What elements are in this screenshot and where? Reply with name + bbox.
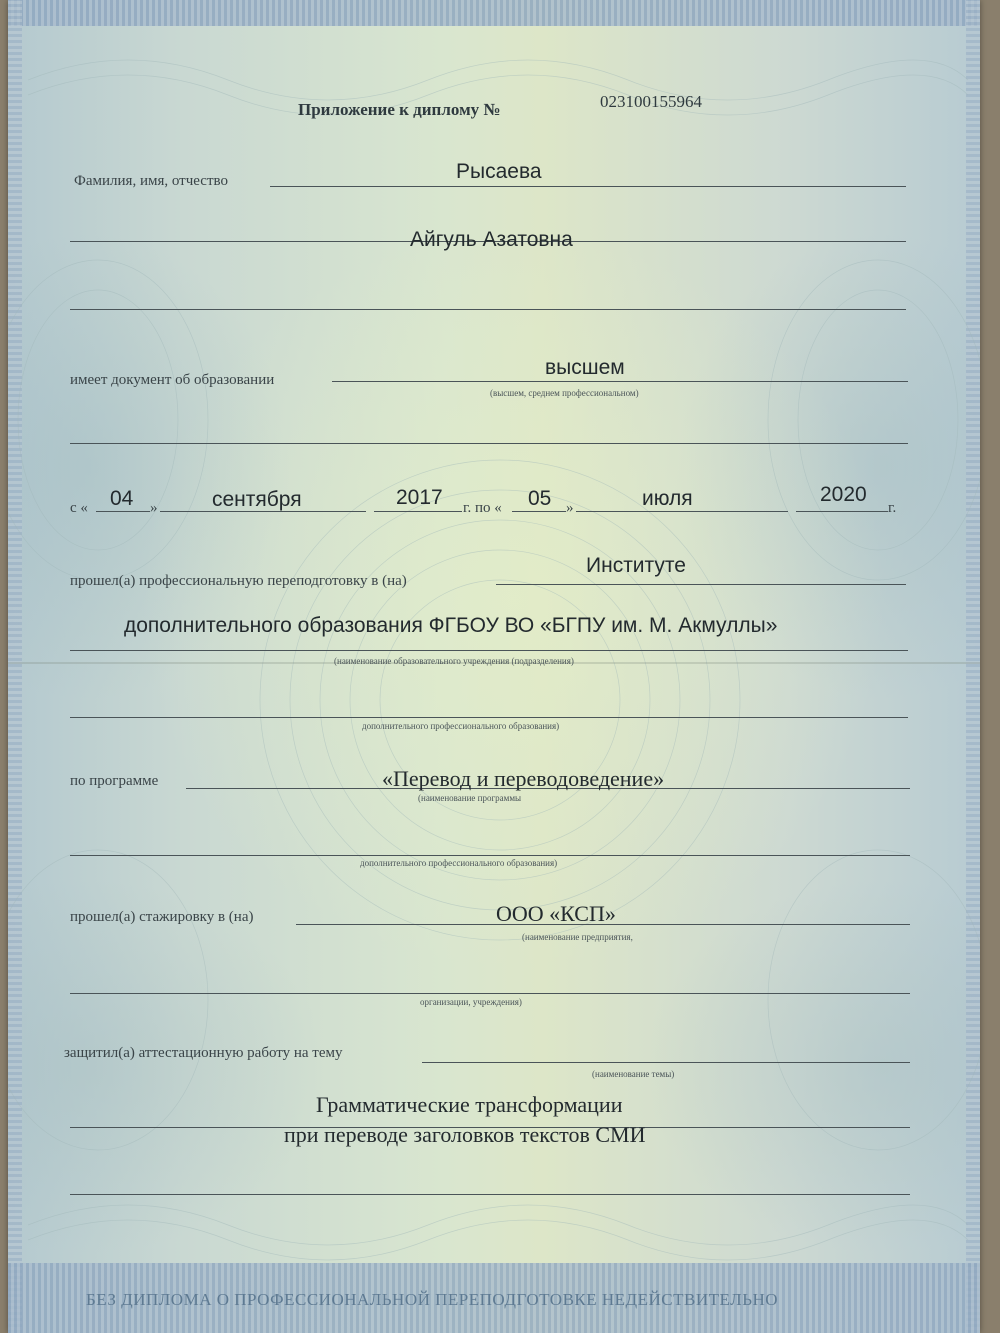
retraining-line-2 bbox=[70, 650, 908, 651]
from-month-value: сентября bbox=[212, 488, 302, 511]
from-day-line bbox=[96, 511, 150, 512]
education-hint: (высшем, среднем профессиональном) bbox=[490, 388, 639, 398]
education-extra-line bbox=[70, 443, 908, 444]
period-to-prefix: г. по « bbox=[463, 500, 502, 516]
internship-label: прошел(а) стажировку в (на) bbox=[70, 909, 254, 925]
name-extra-line bbox=[70, 309, 906, 310]
full-name-label: Фамилия, имя, отчество bbox=[74, 173, 228, 189]
to-day-quote: » bbox=[566, 500, 574, 516]
internship-hint-1: (наименование предприятия, bbox=[522, 932, 633, 942]
thesis-hint: (наименование темы) bbox=[592, 1069, 675, 1079]
right-border bbox=[966, 0, 980, 1333]
from-day-value: 04 bbox=[110, 487, 134, 510]
from-year-value: 2017 bbox=[396, 486, 443, 509]
from-day-quote: » bbox=[150, 500, 158, 516]
to-month-value: июля bbox=[642, 487, 693, 510]
to-month-line bbox=[576, 511, 788, 512]
thesis-value-1: Грамматические трансформации bbox=[316, 1092, 623, 1117]
to-year-value: 2020 bbox=[820, 483, 867, 506]
retraining-value-1: Институте bbox=[586, 554, 686, 577]
program-label: по программе bbox=[70, 773, 159, 789]
document-title: Приложение к диплому № bbox=[298, 100, 501, 119]
diploma-number: 023100155964 bbox=[600, 92, 702, 111]
period-from-prefix: с « bbox=[70, 500, 88, 516]
validity-footer: БЕЗ ДИПЛОМА О ПРОФЕССИОНАЛЬНОЙ ПЕРЕПОДГОТОВКЕ НЕДЕЙСТВИТЕЛЬНО bbox=[86, 1290, 779, 1309]
to-day-line bbox=[512, 511, 566, 512]
surname-line bbox=[270, 186, 906, 187]
retraining-hint-2: дополнительного профессионального образования) bbox=[362, 721, 560, 731]
top-border bbox=[8, 0, 980, 26]
internship-extra-line bbox=[70, 993, 910, 994]
to-day-value: 05 bbox=[528, 487, 552, 510]
retraining-label: прошел(а) профессиональную переподготовку в (на) bbox=[70, 573, 407, 589]
name-patronymic-value: Айгуль Азатовна bbox=[410, 228, 573, 251]
thesis-value-2: при переводе заголовков текстов СМИ bbox=[284, 1122, 646, 1147]
retraining-value-2: дополнительного образования ФГБОУ ВО «БГПУ им. М. Акмуллы» bbox=[124, 614, 778, 637]
to-year-line bbox=[796, 511, 888, 512]
program-hint-2: дополнительного профессионального образования) bbox=[360, 858, 558, 868]
retraining-line-3 bbox=[70, 717, 908, 718]
program-hint-1: (наименование программы bbox=[418, 793, 522, 803]
year-suffix: г. bbox=[888, 500, 897, 516]
education-label: имеет документ об образовании bbox=[70, 372, 275, 388]
surname-value: Рысаева bbox=[456, 160, 542, 183]
education-line bbox=[332, 381, 908, 382]
thesis-line-1 bbox=[422, 1062, 910, 1063]
program-value: «Перевод и переводоведение» bbox=[382, 766, 665, 791]
internship-hint-2: организации, учреждения) bbox=[420, 997, 522, 1007]
thesis-line-3 bbox=[70, 1194, 910, 1195]
retraining-hint-1: (наименование образовательного учреждения (подразделения) bbox=[334, 656, 574, 666]
diploma-supplement-sheet bbox=[8, 0, 980, 1333]
from-year-line bbox=[374, 511, 462, 512]
thesis-label: защитил(а) аттестационную работу на тему bbox=[64, 1045, 343, 1061]
education-value: высшем bbox=[545, 356, 625, 379]
internship-value: ООО «КСП» bbox=[496, 901, 616, 926]
left-border bbox=[8, 0, 22, 1333]
program-extra-line bbox=[70, 855, 910, 856]
retraining-line-1 bbox=[496, 584, 906, 585]
